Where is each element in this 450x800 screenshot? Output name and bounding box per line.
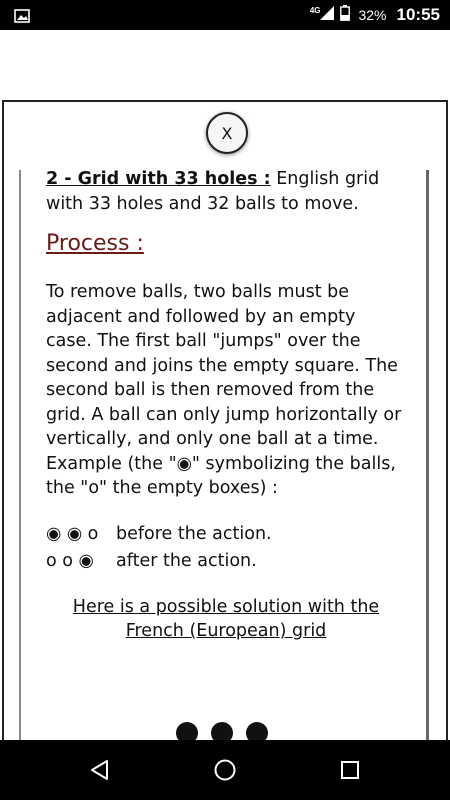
rules-scroll-area[interactable] bbox=[19, 170, 429, 742]
navigation-bar bbox=[0, 740, 450, 800]
battery-icon bbox=[340, 5, 350, 26]
grid-33-text: English grid with 33 holes and 32 balls to move. bbox=[46, 170, 380, 214]
signal-icon bbox=[320, 6, 334, 25]
example-description: before the action. bbox=[116, 523, 272, 544]
recents-square-icon[interactable] bbox=[338, 758, 362, 782]
page-dot bbox=[246, 722, 268, 742]
example-row bbox=[46, 521, 406, 548]
process-text: To remove balls, two balls must be adjacent and followed by an empty case. The first ball "jumps" over the second and joins the empty square. The second ball is then removed from the grid. A ball can only jump horizontally or vertically, and only one ball at a time. Example (the "◉" symbolizing the balls, the "o" the empty boxes) : bbox=[46, 282, 402, 498]
grid-33-title: 2 - Grid with 33 holes : bbox=[46, 170, 271, 189]
battery-percent: 32% bbox=[358, 7, 387, 23]
back-triangle-icon[interactable] bbox=[88, 758, 112, 782]
home-circle-icon[interactable] bbox=[213, 758, 237, 782]
status-bar bbox=[0, 0, 450, 30]
close-button[interactable]: X bbox=[206, 112, 248, 154]
solution-link[interactable]: Here is a possible solution with the French (European) grid bbox=[72, 596, 380, 641]
clock: 10:55 bbox=[396, 5, 440, 24]
example-description: after the action. bbox=[116, 550, 257, 571]
network-type-label: 4G bbox=[309, 5, 321, 15]
page-dot bbox=[211, 722, 233, 742]
process-title: Process : bbox=[46, 231, 144, 256]
example-row bbox=[46, 548, 406, 575]
rules-content bbox=[46, 170, 406, 644]
example-symbols: o o ◉ bbox=[46, 550, 94, 571]
page-dots bbox=[176, 722, 268, 742]
example-symbols: ◉ ◉ o bbox=[46, 523, 99, 544]
rules-modal bbox=[2, 100, 448, 740]
image-notification-icon bbox=[14, 8, 30, 27]
page-dot bbox=[176, 722, 198, 742]
grid-33-paragraph bbox=[46, 170, 406, 216]
examples bbox=[46, 521, 406, 575]
